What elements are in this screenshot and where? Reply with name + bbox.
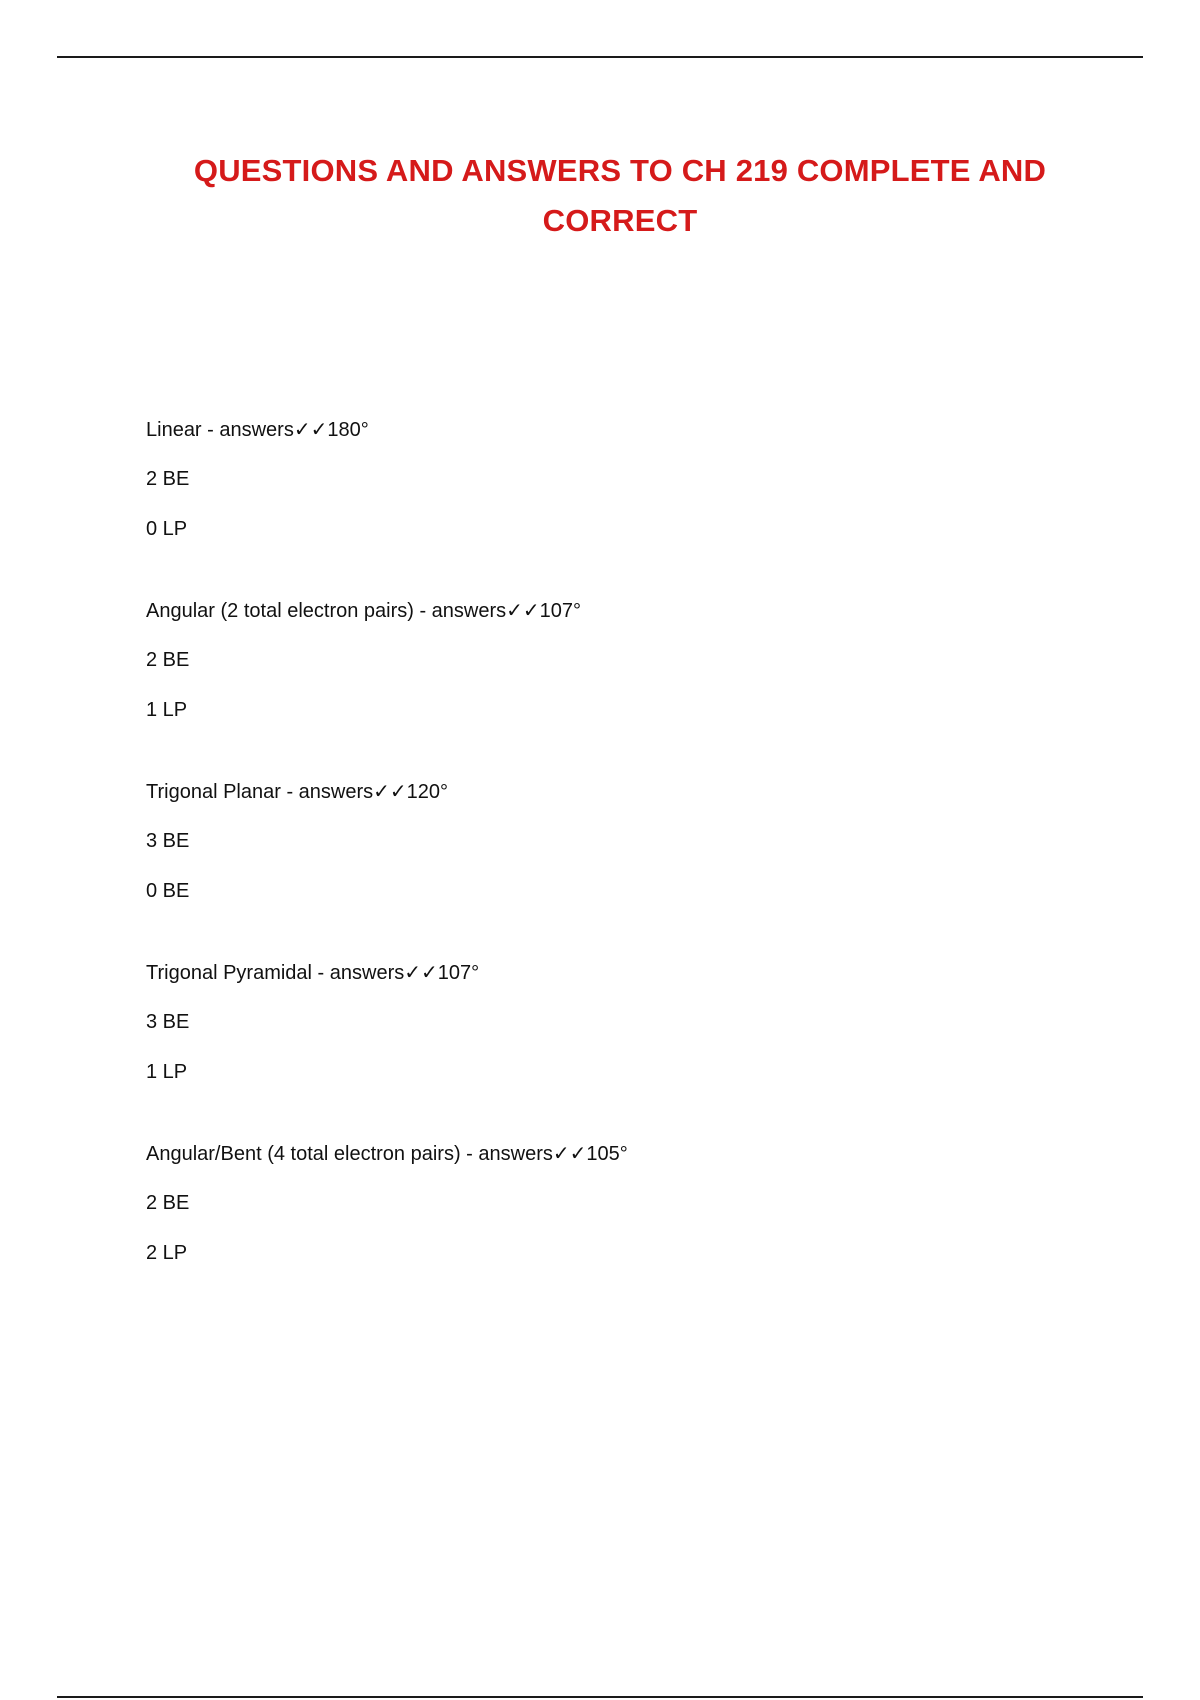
qa-entry [146, 959, 1046, 1085]
detail-line: 2 LP [146, 1242, 188, 1264]
bottom-rule [57, 1696, 1143, 1698]
detail-line: 0 LP [146, 518, 188, 540]
detail-line: 3 BE [146, 830, 190, 852]
top-rule [57, 56, 1143, 58]
detail-line: 1 LP [146, 699, 188, 721]
answer-text: 180° [327, 419, 369, 441]
question-line [146, 597, 1046, 623]
answer-text: 107° [539, 600, 582, 622]
qa-entry [146, 778, 1046, 904]
answer-text: 105° [586, 1143, 628, 1165]
detail-line: 0 BE [146, 880, 190, 902]
answer-text: 120° [406, 781, 449, 803]
detail-line: 2 BE [146, 1192, 190, 1214]
answer-text: 107° [437, 962, 480, 984]
document-body [146, 416, 1046, 1321]
question-text: Linear - answers [146, 419, 294, 441]
question-text: Trigonal Planar - answers [146, 781, 374, 803]
detail-line: 1 LP [146, 1061, 188, 1083]
question-text: Angular/Bent (4 total electron pairs) - answers [146, 1143, 553, 1165]
question-line [146, 778, 1046, 804]
double-check-icon: ✓✓ [293, 417, 328, 441]
question-text: Angular (2 total electron pairs) - answers [146, 600, 507, 622]
question-line [146, 416, 1046, 442]
double-check-icon: ✓✓ [506, 598, 540, 622]
detail-line: 2 BE [146, 468, 190, 490]
question-line [146, 1140, 1046, 1166]
question-text: Trigonal Pyramidal - answers [146, 962, 405, 984]
qa-entry [146, 1140, 1046, 1266]
detail-line: 3 BE [146, 1011, 190, 1033]
double-check-icon: ✓✓ [552, 1141, 587, 1165]
qa-entry [146, 416, 1046, 542]
detail-line: 2 BE [146, 649, 190, 671]
document-title: QUESTIONS AND ANSWERS TO CH 219 COMPLETE AND CORRECT [193, 153, 1047, 238]
double-check-icon: ✓✓ [373, 779, 407, 803]
qa-entry [146, 597, 1046, 723]
question-line [146, 959, 1046, 985]
double-check-icon: ✓✓ [404, 960, 438, 984]
